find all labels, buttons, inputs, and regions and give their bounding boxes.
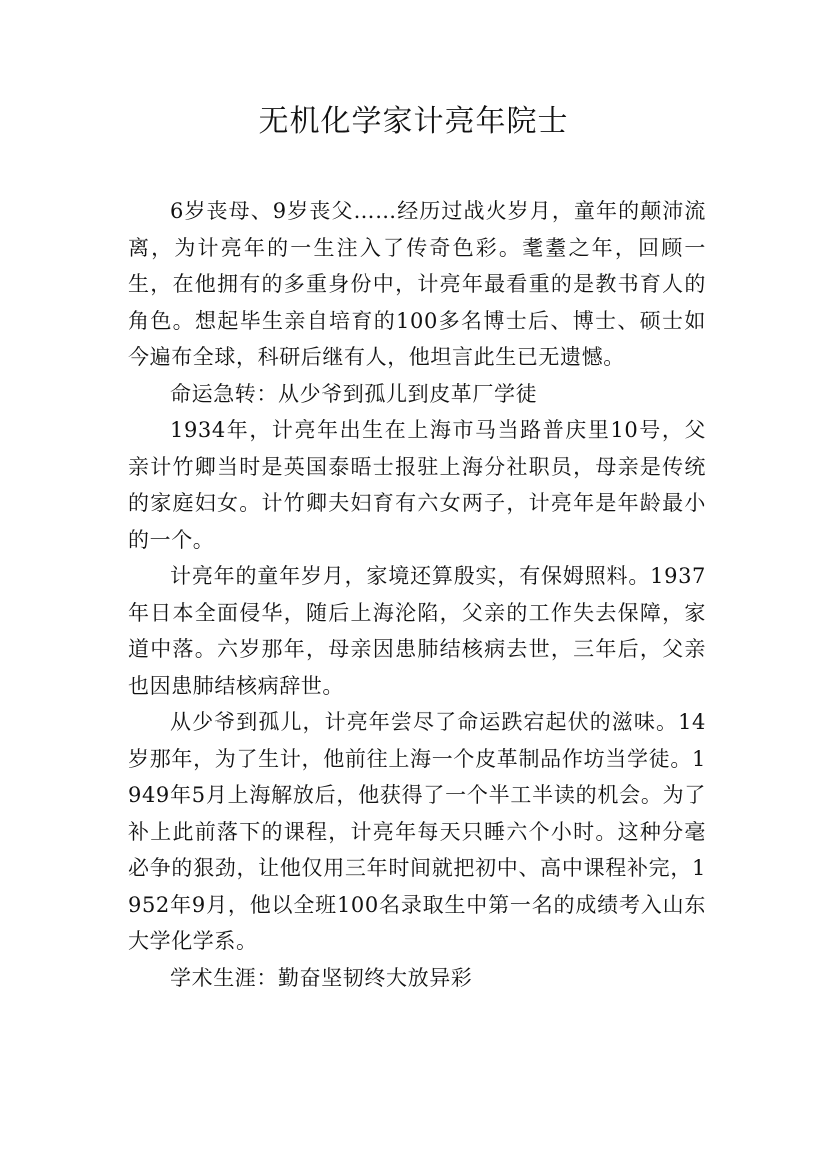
paragraph-apprentice: 从少爷到孤儿，计亮年尝尽了命运跌宕起伏的滋味。14岁那年，为了生计，他前往上海一个皮革制品作坊当学徒。1949年5月上海解放后，他获得了一个半工半读的机会。为了补上此前落下的课程，计亮年每天只睡六个小时。这种分毫必争的狠劲，让他仅用三年时间就把初中、高中课程补完，1952年9月，他以全班100名录取生中第一名的成绩考入山东大学化学系。 xyxy=(128,710,706,953)
section-heading-fate: 命运急转：从少爷到孤儿到皮革厂学徒 xyxy=(170,381,538,406)
document-title: 无机化学家计亮年院士 xyxy=(258,104,569,139)
paragraph-childhood: 计亮年的童年岁月，家境还算殷实，有保姆照料。1937年日本全面侵华，随后上海沦陷，父亲的工作失去保障，家道中落。六岁那年，母亲因患肺结核病去世，三年后，父亲也因患肺结核病辞世。 xyxy=(128,564,706,698)
section-heading-academic: 学术生涯：勤奋坚韧终大放异彩 xyxy=(170,965,473,990)
paragraph-birth: 1934年，计亮年出生在上海市马当路普庆里10号，父亲计竹卿当时是英国泰晤士报驻上海分社职员，母亲是传统的家庭妇女。计竹卿夫妇育有六女两子，计亮年是年龄最小的一个。 xyxy=(128,418,706,552)
document-body xyxy=(128,193,706,996)
paragraph-intro: 6岁丧母、9岁丧父……经历过战火岁月，童年的颠沛流离，为计亮年的一生注入了传奇色彩。耄耋之年，回顾一生，在他拥有的多重身份中，计亮年最看重的是教书育人的角色。想起毕生亲自培育的100多名博士后、博士、硕士如今遍布全球，科研后继有人，他坦言此生已无遗憾。 xyxy=(128,199,706,369)
